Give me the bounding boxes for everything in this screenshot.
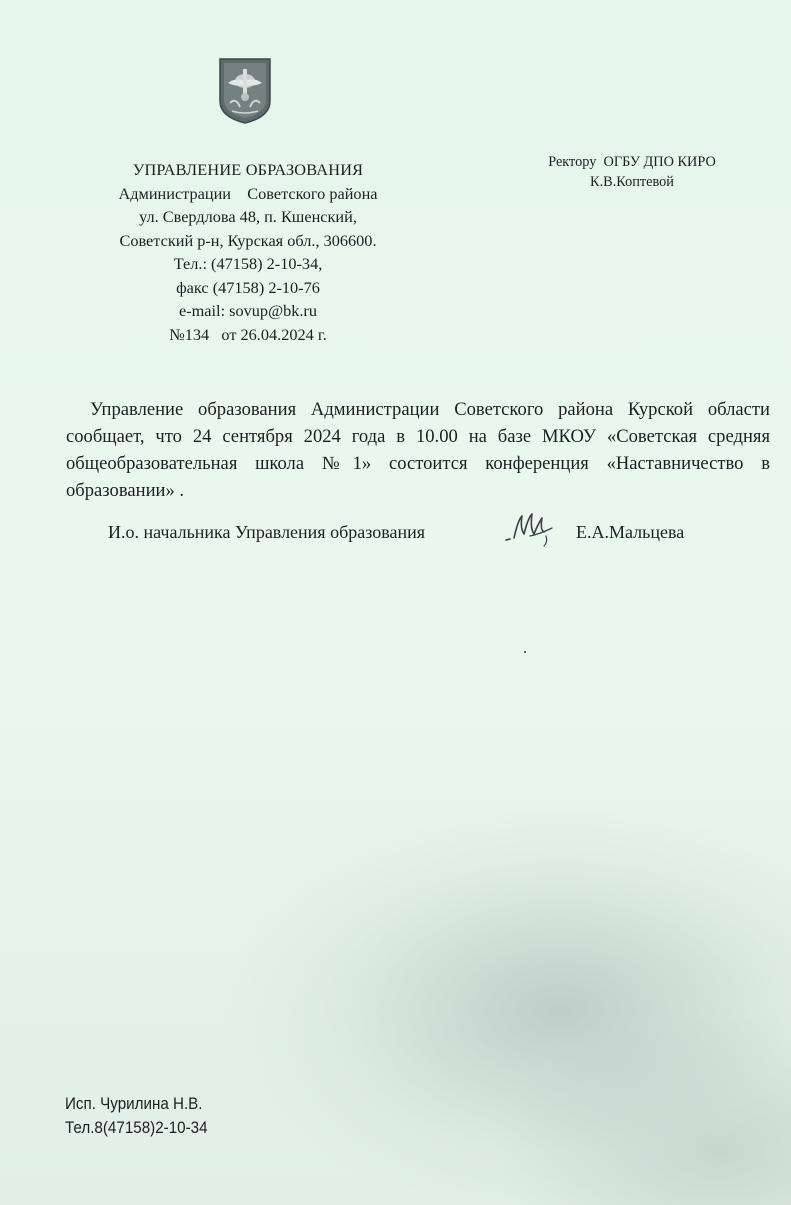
sender-street: ул. Свердлова 48, п. Кшенский, xyxy=(139,207,357,226)
handwritten-signature xyxy=(500,506,560,548)
recipient-line-1: Ректору ОГБУ ДПО КИРО xyxy=(548,154,716,170)
executor-name: Исп. Чурилина Н.В. xyxy=(65,1095,203,1113)
sender-reference: №134 от 26.04.2024 г. xyxy=(169,324,327,344)
sender-fax: факс (47158) 2-10-76 xyxy=(176,277,320,297)
coat-of-arms-emblem xyxy=(218,57,272,125)
signatory-name: Е.А.Мальцева xyxy=(576,522,685,542)
sender-org: УПРАВЛЕНИЕ ОБРАЗОВАНИЯ xyxy=(132,160,364,179)
executor-phone: Тел.8(47158)2-10-34 xyxy=(65,1119,208,1137)
sender-phone: Тел.: (47158) 2-10-34, xyxy=(173,254,323,273)
signatory-title: И.о. начальника Управления образования xyxy=(108,522,426,542)
sender-admin: Администрации Советского района xyxy=(118,183,378,203)
recipient-line-2: К.В.Коптевой xyxy=(590,174,674,190)
sender-block xyxy=(88,158,408,346)
recipient-block xyxy=(522,152,742,192)
body-paragraph: Управление образования Администрации Советского района Курской области сообщает, что 24 сентября 2024 года в 10.00 на базе МКОУ «Советская средняя общеобразовательная школа №1» состоится конференция «Наставничество в образовании» . xyxy=(66,399,770,501)
letter-body xyxy=(66,396,770,504)
sender-region: Советский р-н, Курская обл., 306600. xyxy=(119,230,377,250)
footer-executor-block xyxy=(65,1092,208,1140)
sender-email: e-mail: sovup@bk.ru xyxy=(179,301,317,320)
speck xyxy=(524,651,526,653)
